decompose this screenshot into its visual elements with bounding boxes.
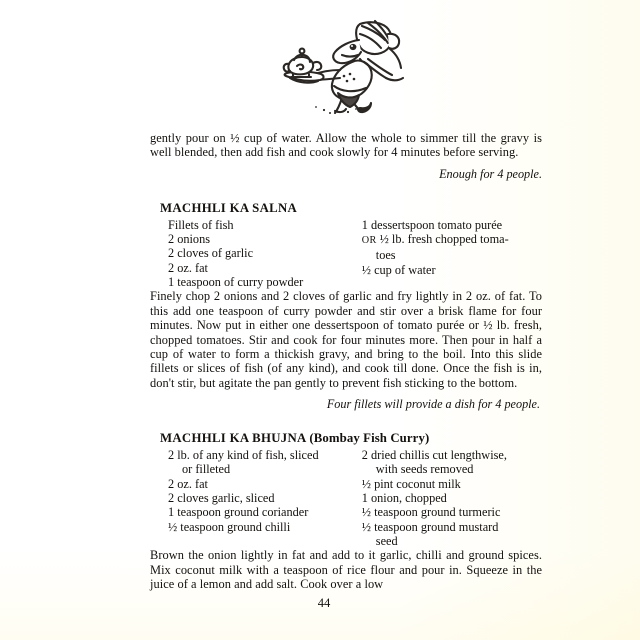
ingredient-item: 2 cloves garlic, sliced (168, 491, 275, 506)
page-number: 44 (317, 596, 331, 610)
continued-paragraph: gently pour on ½ cup of water. Allow the whole to simmer till the gravy is well blended, then add fish and cook slowly for 4 minutes before serving. (150, 131, 542, 160)
ingredient-item-continuation: with seeds removed (375, 462, 474, 477)
ingredient-list (150, 218, 542, 289)
ingredient-item: 2 oz. fat (168, 476, 208, 491)
ingredient-item: OR ½ lb. fresh chopped toma- (361, 232, 509, 247)
ingredient-item: ½ pint coconut milk (361, 476, 461, 491)
illustration-container (0, 10, 640, 122)
ingredient-item: ½ cup of water (361, 262, 436, 277)
recipe-title: MACHHLI KA SALNA (160, 200, 298, 215)
ingredient-list (150, 448, 542, 548)
ingredient-column-right (362, 218, 542, 289)
ingredient-item: 2 dried chillis cut lengthwise, (361, 448, 507, 463)
serving-attribution-1: Enough for 4 people. (439, 166, 542, 181)
ingredient-item: 1 dessertspoon tomato purée (361, 217, 503, 232)
turbaned-server-with-teapot-illustration (280, 14, 408, 119)
ingredient-column-right (362, 448, 542, 548)
recipe-machhli-ka-salna (150, 201, 542, 412)
ingredient-item: 1 onion, chopped (361, 491, 447, 506)
recipe-method: Brown the onion lightly in fat and add to it garlic, chilli and ground spices. Mix coconut milk with a teaspoon of rice flour and pour in. Squeeze in the juice of a lemon and add salt. Cook over a low (150, 548, 542, 592)
ingredient-item: 2 oz. fat (168, 260, 208, 275)
ingredient-item: Fillets of fish (168, 217, 234, 232)
ingredient-item: ½ teaspoon ground mustard (361, 519, 499, 534)
ingredient-item: ½ teaspoon ground turmeric (361, 505, 501, 520)
recipe-machhli-ka-bhujna (150, 431, 542, 591)
recipe-method: Finely chop 2 onions and 2 cloves of garlic and fry lightly in 2 oz. of fat. To this add one teaspoon of curry powder and stir over a brisk flame for four minutes. Now put in either one dessertspoon of tomato purée or ½ lb. fresh, chopped tomatoes. Stir and cook for four minutes more. Then pour in half a cup of water to form a thickish gravy, and bring to the boil. Into this slide fillets or slices of fish (of any kind), and cook till done. Once the fish is in, don't stir, but agitate the pan gently to prevent fish sticking to the bottom. (150, 289, 542, 390)
ingredient-column-left (168, 218, 362, 289)
ingredient-item: 2 cloves of garlic (168, 246, 254, 261)
ingredient-item-continuation: seed (375, 533, 398, 548)
ingredient-item: 1 teaspoon ground coriander (168, 505, 309, 520)
ingredient-column-left (168, 448, 362, 548)
ingredient-item-continuation: or filleted (182, 462, 231, 477)
serving-attribution-2: Four fillets will provide a dish for 4 people. (326, 397, 540, 412)
ingredient-item: ½ teaspoon ground chilli (168, 519, 291, 534)
ingredient-item: 2 onions (168, 232, 211, 247)
text-column (150, 131, 542, 591)
ingredient-item-continuation: toes (375, 248, 396, 263)
recipe-title: MACHHLI KA BHUJNA (Bombay Fish Curry) (160, 431, 430, 446)
ingredient-item: 1 teaspoon of curry powder (168, 275, 304, 289)
ingredient-item: 2 lb. of any kind of fish, sliced (168, 448, 319, 463)
